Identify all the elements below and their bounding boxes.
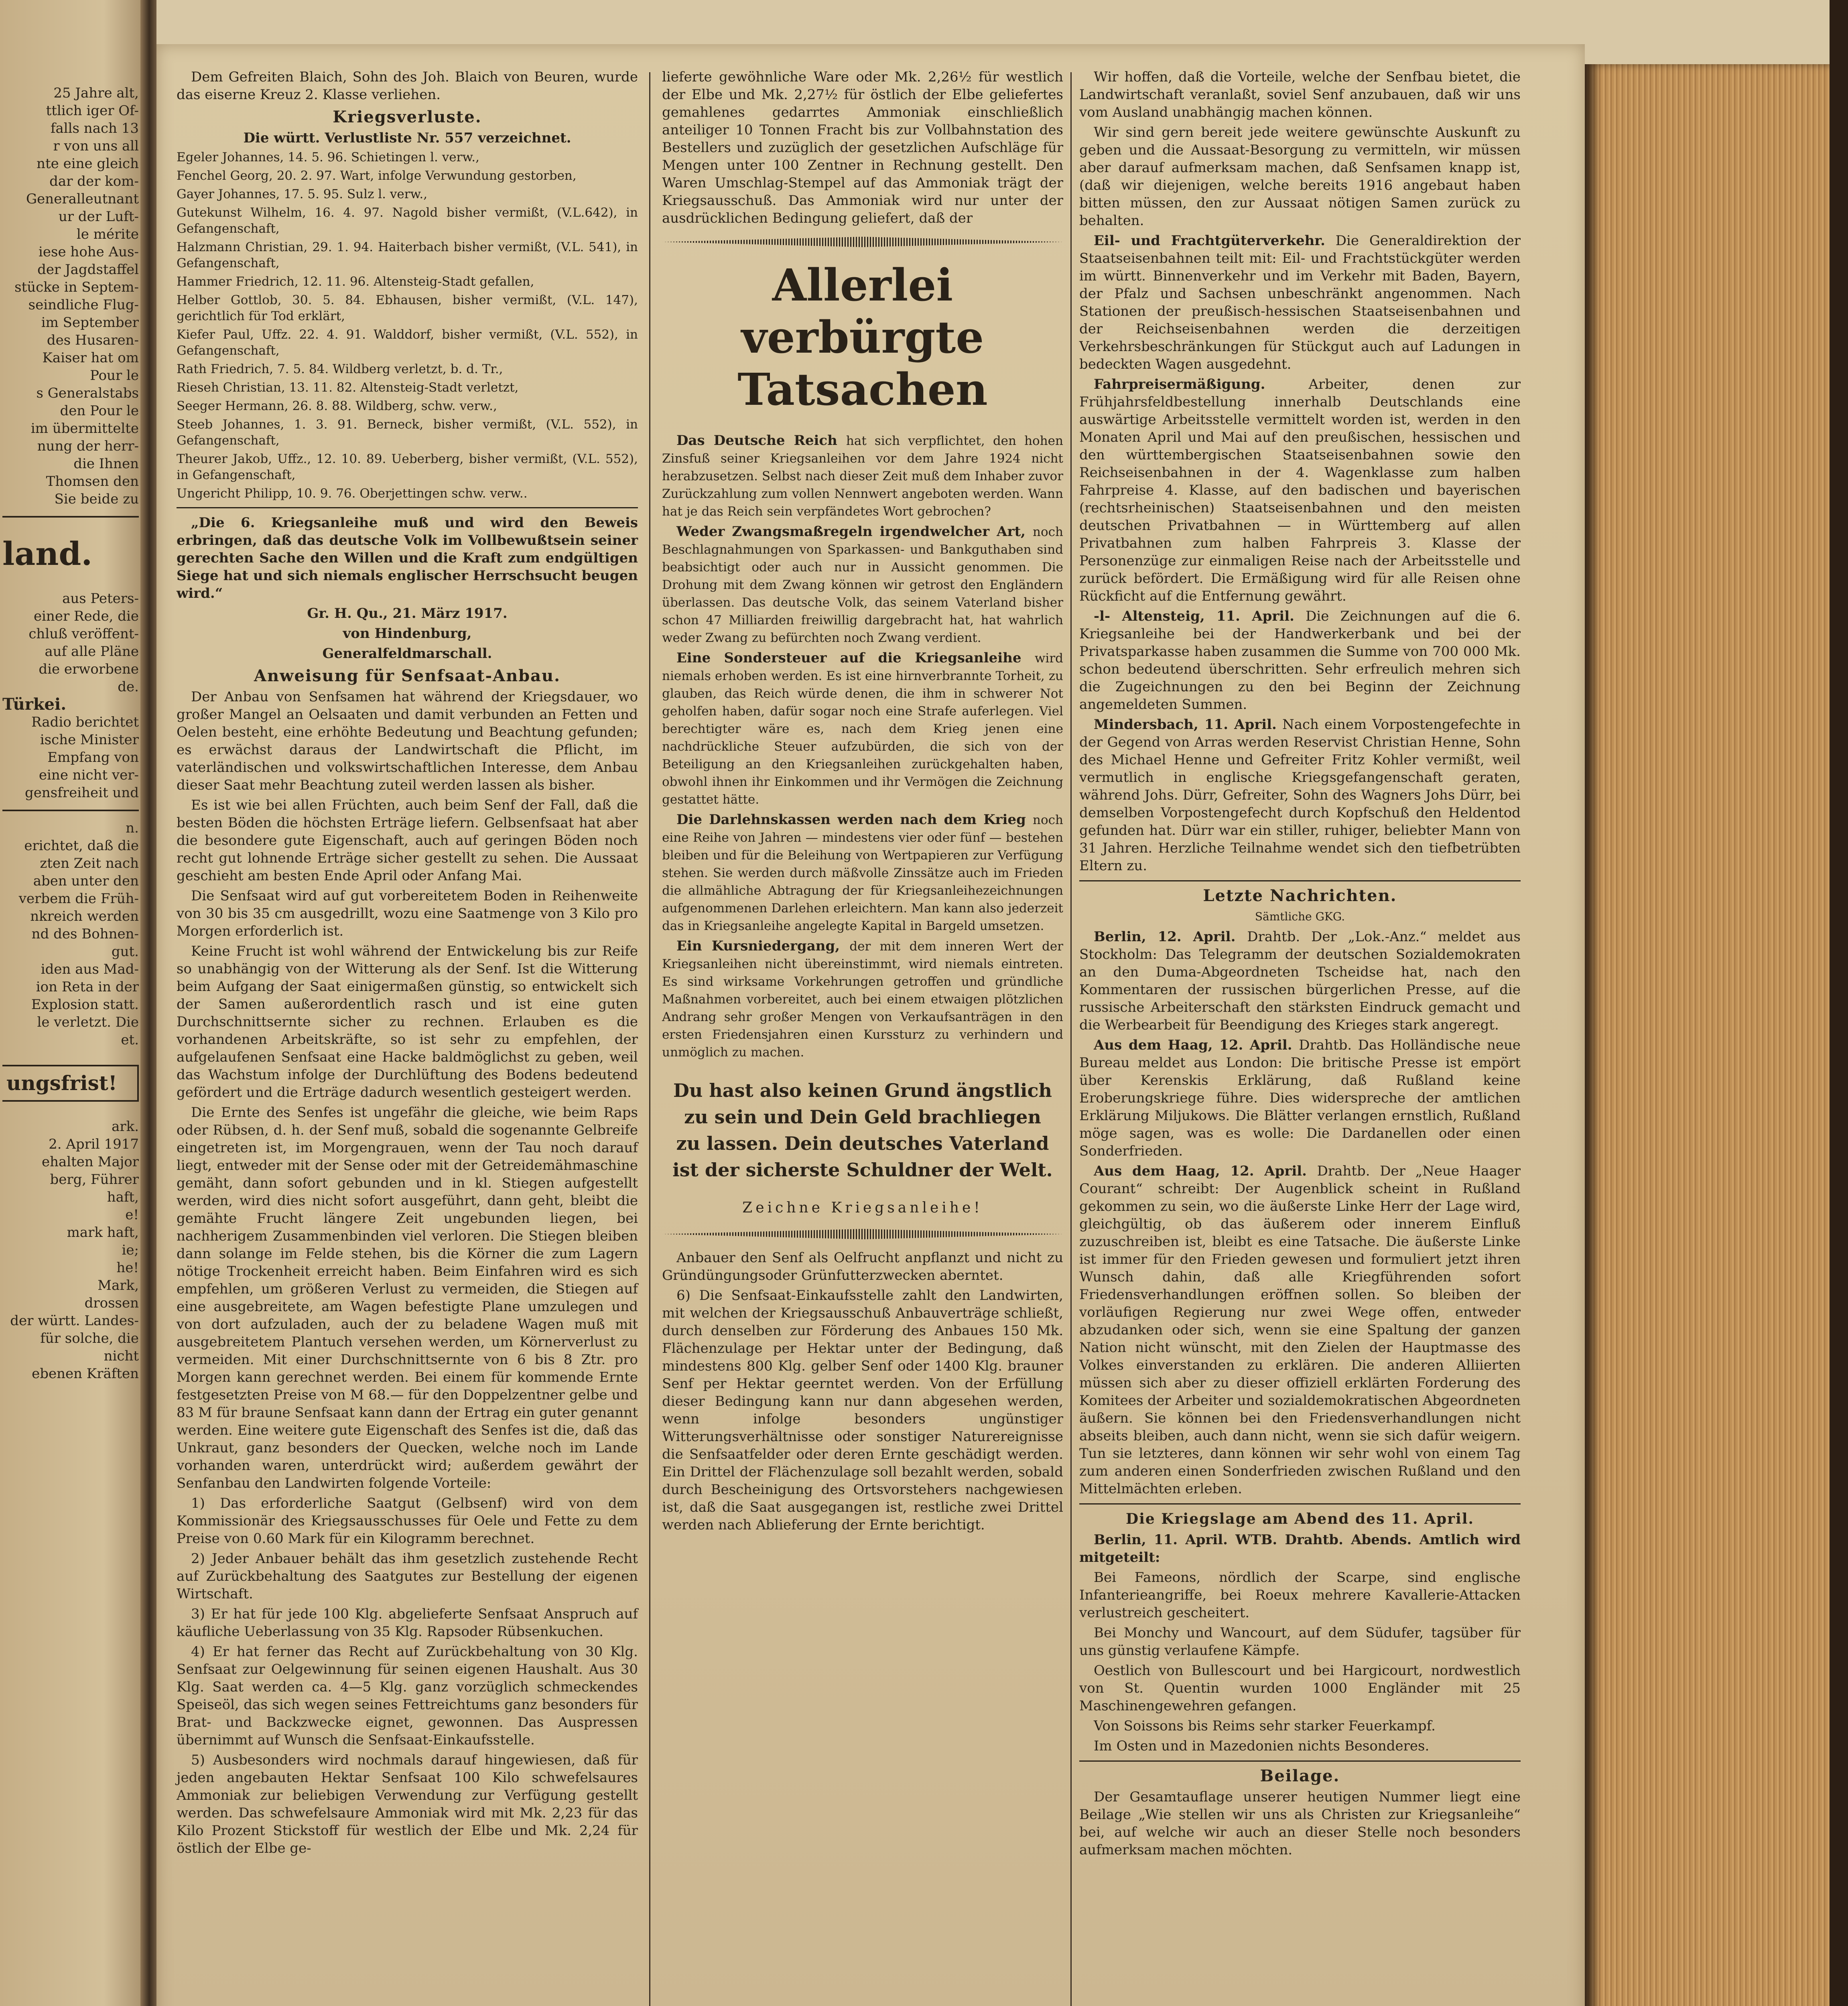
left-line: auf alle Pläne	[45, 644, 139, 660]
news-list	[1079, 928, 1521, 1498]
left-line: ur der Luft-	[58, 209, 139, 225]
left-line: stücke in Septem-	[14, 279, 139, 295]
news-title: Letzte Nachrichten.	[1203, 886, 1397, 905]
left-line: iden aus Mad-	[41, 961, 139, 977]
left-line: ark.	[112, 1119, 139, 1135]
quote-place: Gr. H. Qu., 21. März 1917.	[307, 605, 508, 621]
ad-item-head: Eine Sondersteuer auf die Kriegsanleihe	[676, 650, 1035, 666]
left-line: berg, Führer	[50, 1172, 139, 1188]
mindersbach-text: Nach einem Vorpostengefechte in der Gegend von Arras werden Reservist Christian Henne, Sohn des Michael Henne und Gefreiter Fritz Kohler vermißt, weil vermutlich in englische Kriegsgefangenschaft geraten, während Johs. Dürr, Gefreiter, Sohn des Wagners Johs Dürr, bei demselben Vorpostengefecht durch Kopfschuß den Heldentod gefunden hat. Dürr war ein stiller, ruhiger, beliebter Mann von 31 Jahren. Herzliche Teilnahme wendet sich den tiefbetrübten Eltern zu.	[1079, 717, 1521, 874]
left-line: erichtet, daß die	[24, 838, 139, 854]
beilage-text: Der Gesamtauflage unserer heutigen Nummer liegt eine Beilage „Wie stellen wir uns als Christen zur Kriegsanleihe“ bei, auf welche wir auch an dieser Stelle noch besonders aufmerksam machen möchten.	[1079, 1789, 1521, 1858]
left-line: gensfreiheit und	[25, 785, 139, 801]
left-line: nkreich werden	[30, 908, 139, 924]
col2-paragraph: 6) Die Senfsaat-Einkaufsstelle zahlt den Landwirten, mit welchen der Kriegsausschuß Anbauverträge schließt, durch denselben zur Förderung des Anbaues 150 Mk. Flächenzulage per Hektar unter der Bedingung, daß mindestens 800 Klg. gelber Senf oder 1400 Klg. brauner Senf per Hektar geerntet werden. Von der Erfüllung dieser Bedingung kann nur dann abgesehen werden, wenn infolge besonders ungünstiger Witterungsverhältnisse oder sonstiger Naturereignisse die Senfsaatfelder oder deren Ernte geschädigt werden. Ein Drittel der Flächenzulage soll bezahlt werden, sobald durch Bescheinigung des Ortsvorstehers nachgewiesen ist, daß die Saat ausgegangen ist, restliche zwei Drittel werden nach Ablieferung der Ernte berichtigt.	[662, 1287, 1063, 1533]
left-line: ion Reta in der	[36, 979, 139, 995]
left-line: iese hohe Aus-	[39, 244, 139, 260]
award-notice: Dem Gefreiten Blaich, Sohn des Joh. Blaich von Beuren, wurde das eiserne Kreuz 2. Klasse verliehen.	[177, 69, 638, 103]
casualty-entry: Hammer Friedrich, 12. 11. 96. Altensteig-Stadt gefallen,	[177, 274, 534, 289]
left-page-fragment	[0, 0, 148, 2006]
left-line: einer Rede, die	[33, 608, 139, 624]
war-item: Bei Fameons, nördlich der Scarpe, sind englische Infanterieangriffe, bei Roeux mehrere Kavallerie-Attacken verlustreich gescheitert.	[1079, 1569, 1521, 1621]
ad-item-text: hat sich verpflichtet, den hohen Zinsfuß seiner Kriegsanleihen vor dem Jahre 1924 nicht herabzusetzen. Selbst nach dieser Zeit muß dem Inhaber zuvor Zurückzahlung zum vollen Nennwert angeboten werden. Wann hat je das Reich sein verpfändetes Wort gebrochen?	[662, 434, 1063, 519]
left-line: Sie beide zu	[54, 491, 139, 507]
left-line: Mark,	[97, 1277, 139, 1293]
hindenburg-quote: „Die 6. Kriegsanleihe muß und wird den Beweis erbringen, daß das deutsche Volk im Vollbewußtsein seiner gerechten Sache den Willen und die Kraft zum endgültigen Siege hat und sich niemals englischer Herrschsucht beugen wird.“	[177, 515, 638, 601]
senf-paragraph: 5) Ausbesonders wird nochmals darauf hingewiesen, daß für jeden angebauten Hektar Senfsaat 100 Kilo schwefelsaures Ammoniak zur beliebigen Verwendung zur Verfügung gestellt werden. Das schwefelsaure Ammoniak wird mit Mk. 2,23 für das Kilo Prozent Stickstoff für westlich der Elbe und Mk. 2,24 für östlich der Elbe ge-	[177, 1752, 638, 1856]
left-line: im September	[41, 315, 139, 331]
left-line: e!	[125, 1207, 139, 1223]
mindersbach-head: Mindersbach, 11. April.	[1094, 717, 1277, 733]
news-item-head: Aus dem Haag, 12. April.	[1094, 1037, 1299, 1053]
left-line: le verletzt. Die	[37, 1014, 139, 1030]
left-line: den Pour le	[60, 403, 139, 419]
senf-paragraph: 2) Jeder Anbauer behält das ihm gesetzlich zustehende Recht auf Zurückbehaltung des Saatgutes zur Bestellung der eigenen Wirtschaft.	[177, 1551, 638, 1602]
war-item: Im Osten und in Mazedonien nichts Besonderes.	[1094, 1738, 1430, 1754]
book-gutter	[140, 0, 156, 2006]
casualty-entry: Seeger Hermann, 26. 8. 88. Wildberg, schw. verw.,	[177, 399, 497, 413]
war-title: Die Kriegslage am Abend des 11. April.	[1125, 1511, 1474, 1527]
divider	[1079, 880, 1521, 881]
altensteig-text: Die Zeichnungen auf die 6. Kriegsanleihe bei der Handwerkerbank und bei der Privatsparkasse haben zusammen die Summe von 700 000 Mk. schon bedeutend überschritten. Sehr erfreulich mehren sich die Zugeichnungen zu den bei Beginn der Zeichnung angemeldeten Summen.	[1079, 608, 1521, 713]
ad-item	[662, 523, 1063, 647]
war-items	[1079, 1569, 1521, 1755]
senf-paragraph: Der Anbau von Senfsamen hat während der Kriegsdauer, wo großer Mangel an Oelsaaten und damit verbunden an Fetten und Oelen besteht, eine erhöhte Bedeutung und Beachtung gefunden; es erwächst daraus der Landwirtschaft die Pflicht, im vaterländischen und volkswirtschaftlichen Interesse, dem Anbau dieser Saat mehr Beachtung zuteil werden lassen als bisher.	[177, 689, 638, 793]
left-boxed-notice: ungsfrist!	[2, 1065, 139, 1102]
column-3	[1079, 68, 1521, 1861]
left-line: eine nicht ver-	[39, 767, 139, 783]
left-line: Radio berichtet	[31, 714, 139, 730]
left-line: mark haft,	[67, 1224, 139, 1241]
left-line: falls nach 13	[50, 120, 139, 136]
left-line: ttlich iger Of-	[46, 103, 139, 119]
ad-title: Allerlei verbürgte Tatsachen	[737, 259, 988, 415]
left-line: dar der kom-	[49, 173, 139, 189]
ad-item-text: der mit dem inneren Wert der Kriegsanleihen nicht übereinstimmt, wird niemals eintreten. Es sind wirksame Vorkehrungen getroffen und gründliche Maßnahmen vorbereitet, auch bei einem etwaigen plötzlichen Andrang sehr großer Mengen von Verkaufsanträgen in den ersten Friedensjahren einen Kurssturz zu verhindern und unmöglich zu machen.	[662, 939, 1064, 1060]
war-item: Von Soissons bis Reims sehr starker Feuerkampf.	[1094, 1718, 1436, 1734]
casualty-entry: Theurer Jakob, Uffz., 12. 10. 89. Ueberberg, bisher vermißt, (V.L. 552), in Gefangenschaft,	[177, 452, 638, 482]
ornament-divider	[662, 237, 1063, 247]
news-item-text: Drahtb. Das Holländische neue Bureau meldet aus London: Die britische Presse ist empört über Kerenskis Erklärung, daß Rußland keine Eroberungskriege führe. Dies widerspreche der amtlichen Erklärung Miljukows. Die Blätter verlangen ernstlich, Rußland möge sagen, was es wolle: Die Dardanellen oder einen Sonderfrieden.	[1079, 1037, 1521, 1159]
ad-item	[662, 811, 1063, 935]
left-line: zten Zeit nach	[40, 855, 139, 871]
left-line: des Husaren-	[47, 332, 139, 348]
divider	[177, 507, 638, 508]
news-item	[1079, 1036, 1521, 1160]
casualty-entry: Rieseh Christian, 13. 11. 82. Altensteig-Stadt verletzt,	[177, 380, 519, 395]
left-line: haft,	[107, 1189, 139, 1205]
left-line: nd des Bohnen-	[31, 926, 139, 942]
left-line: s Generalstabs	[36, 385, 139, 401]
ad-item-text: noch eine Reihe von Jahren — mindestens vier oder fünf — bestehen bleiben und für die Beleihung von Wertpapieren zur Verfügung stehen. Sie werden durch mäßvolle Zinssätze auch im Frieden die allmähliche Abtragung der für Kriegsanleihezeichnungen aufgenommenen Darlehen erleichtern. Man kann also jederzeit das in Kriegsanleihe angelegte Kapital in Bargeld umsetzen.	[662, 813, 1063, 933]
left-line: Generalleutnant	[26, 191, 139, 207]
left-line: Pour le	[90, 367, 139, 384]
casualty-entry: Steeb Johannes, 1. 3. 91. Berneck, bisher vermißt, (V.L. 552), in Gefangenschaft,	[177, 417, 638, 448]
casualty-entry: Ungericht Philipp, 10. 9. 76. Oberjettingen schw. verw..	[177, 486, 528, 501]
left-line: gut.	[111, 944, 139, 960]
quote-name: von Hindenburg,	[343, 625, 472, 642]
left-turkey-head: Türkei.	[2, 695, 67, 714]
ad-item	[662, 432, 1063, 520]
ad-item-text: noch Beschlagnahmungen von Sparkassen- und Bankguthaben sind beabsichtigt oder auch nur in Aussicht genommen. Die Drohung mit dem Zwang können wir getrost den Engländern überlassen. Das deutsche Volk, das seinem Vaterland bisher schon 47 Milliarden freiwillig dargebracht hat, hat wahrlich weder Zwang zu befürchten noch Zwang verdient.	[662, 525, 1063, 645]
ad-items	[662, 432, 1063, 1061]
column-rule	[1070, 72, 1072, 2006]
casualty-entry: Egeler Johannes, 14. 5. 96. Schietingen l. verw.,	[177, 150, 479, 164]
war-lead: Berlin, 11. April. WTB. Drahtb. Abends. Amtlich wird mitgeteilt:	[1079, 1532, 1521, 1565]
left-lines-turkey	[2, 713, 139, 802]
casualty-entry: Gutekunst Wilhelm, 16. 4. 97. Nagold bisher vermißt, (V.L.642), in Gefangenschaft,	[177, 205, 638, 236]
ad-item	[662, 937, 1063, 1061]
column-2	[662, 68, 1063, 1536]
ad-sign: Zeichne Kriegsanleihe!	[742, 1200, 983, 1216]
left-line: Thomsen den	[46, 473, 139, 489]
ad-item-head: Ein Kursniedergang,	[676, 938, 850, 954]
left-line: drossen	[84, 1295, 139, 1311]
left-lines-low	[2, 819, 139, 1049]
left-line: seindliche Flug-	[28, 297, 139, 313]
left-line: le mérite	[76, 226, 139, 242]
col3-paragraph: Wir sind gern bereit jede weitere gewünschte Auskunft zu geben und die Aussaat-Besorgung zu vermitteln, wir müssen aber darauf aufmerksam machen, daß Senfsamen knapp ist, (daß wir diejenigen, welche bereits 1916 angebaut haben bitten müssen, den zur Aussaat nötigen Samen zurück zu behalten.	[1079, 124, 1521, 229]
left-line: Kaiser hat om	[42, 350, 139, 366]
left-line: chluß veröffent-	[28, 626, 139, 642]
losses-title: Kriegsverluste.	[333, 108, 482, 126]
ad-item-head: Die Darlehnskassen werden nach dem Krieg	[676, 812, 1033, 828]
senf-paragraph: Es ist wie bei allen Früchten, auch beim Senf der Fall, daß die besten Böden die höchsten Erträge liefern. Gelbsenfsaat hat aber die besondere gute Eigenschaft, auch auf geringen Böden noch recht gut lohnende Erträge sicher gestellt zu sehen. Die Aussaat geschieht am besten Ende April oder Anfang Mai.	[177, 797, 638, 884]
left-line: Empfang von	[47, 749, 139, 765]
ad-item-head: Weder Zwangsmaßregeln irgendwelcher Art,	[676, 524, 1033, 540]
left-line: ehalten Major	[41, 1154, 139, 1170]
divider	[2, 516, 139, 518]
book-cover-edge	[1830, 0, 1848, 2006]
left-line: der württ. Landes-	[10, 1313, 139, 1329]
news-item-text: Drahtb. Der „Neue Haager Courant“ schreibt: Der Augenblick scheint in Rußland gekommen zu sein, wo die äußerste Linke Herr der Lage wird, gleichgültig, ob das äußerem oder innerem Einfluß zuzuschreiben ist, bleibt es eine Tatsache. Die äußerste Linke ist immer für den Frieden gewesen und formuliert jetzt ihren Wunsch dahin, daß alle Kriegführenden sofort Friedensverhandlungen eröffnen sollen. So bleiben der vorläufigen Regierung nur zwei Wege offen, entweder abzudanken oder sich, wenn sie eine Spaltung der ganzen Nation nicht wünscht, mit den Zielen der Hauptmasse des Volkes einverstanden zu erklären. Die anderen Alliierten müssen sich aber zu dieser offiziell erklärten Forderung des Komitees der Arbeiter und sozialdemokratischen Abgeordneten äußern. Sie können bei den Friedensverhandlungen nicht abseits bleiben, auch dann nicht, wenn sie sich dafür weigern. Tun sie letzteres, dann können wir sehr wohl von einem Tag zum anderen einen Sonderfrieden zwischen Rußland und den Mittelmächten erleben.	[1079, 1163, 1521, 1497]
left-line: ebenen Kräften	[32, 1366, 139, 1382]
casualty-entry: Gayer Johannes, 17. 5. 95. Sulz l. verw.,	[177, 187, 428, 201]
left-line: 2. April 1917	[49, 1136, 139, 1152]
divider	[1079, 1503, 1521, 1504]
senf-paragraph: Die Ernte des Senfes ist ungefähr die gleiche, wie beim Raps oder Rübsen, d. h. der Senf muß, sobald die sogenannte Gelbreife eingetreten ist, im Morgengrauen, wenn der Tau noch darauf liegt, entweder mit der Sense oder mit der Getreidemähmaschine gemäht, dann sofort gebunden und in kl. Stiegen aufgestellt werden, wird dies nicht sofort ausgeführt, dann geht, bleibt die gemähte Frucht längere Zeit ungebunden liegen, bei nachherigem Zusammenbinden viel verloren. Die Stiegen bleiben dann solange im Felde stehen, bis die Körner die zum Lagern nötige Trockenheit erreicht haben. Beim Einfahren wird es sich empfehlen, um größeren Verlust zu vermeiden, die Stiegen auf eine ausgebreitete, am Wagen befestigte Plane umzulegen und von dort aufzuladen, auch der zu beladene Wagen muß mit ausgebreitetem Plantuch versehen werden, um Körnerverlust zu vermeiden. Mit einer Durchschnittsernte von 6 bis 8 Ztr. pro Morgen kann gerechnet werden. Bei einem für kommende Ernte festgesetzten Preise von M 68.— für den Doppelzentner gelbe und 83 M für braune Senfsaat kann dann der Ertrag ein guter genannt werden. Eine weitere gute Eigenschaft des Senfes ist die, daß das Unkraut, ganz besonders der Quecken, welche noch im Lande vorhanden waren, unterdrückt wird; außerdem gewährt der Senfanbau den Landwirten folgende Vorteile:	[177, 1105, 638, 1491]
fracht-text: Die Generaldirektion der Staatseisenbahnen teilt mit: Eil- und Frachtstückgüter werden im württ. Binnenverkehr und im Verkehr mit Baden, Bayern, der Pfalz und Sachsen unbeschränkt angenommen. Nach Stationen der preußisch-hessischen Staatseisenbahnen und der Reichseisenbahnen werden die derzeitigen Verkehrsbeschränkungen für Stückgut auch auf Ladungen in bedeckten Wagen ausgedehnt.	[1079, 233, 1521, 372]
left-line: et.	[121, 1032, 139, 1048]
casualty-entry: Kiefer Paul, Uffz. 22. 4. 91. Walddorf, bisher vermißt, (V.L. 552), in Gefangenschaft,	[177, 327, 638, 358]
left-line: im übermittelte	[30, 420, 139, 437]
left-lines-mid	[2, 590, 139, 696]
left-page-text	[2, 84, 139, 1383]
ad-call: Du hast also keinen Grund ängstlich zu sein und Dein Geld brachliegen zu lassen. Dein deutsches Vaterland ist der sicherste Schuldner der Welt.	[672, 1080, 1053, 1181]
left-line: ische Minister	[40, 732, 139, 748]
divider	[1079, 1760, 1521, 1762]
col2-paragraph: Anbauer den Senf als Oelfrucht anpflanzt und nicht zu Gründüngungsoder Grünfutterzwecken aberntet.	[662, 1250, 1063, 1283]
left-line: nte eine gleich	[37, 156, 139, 172]
left-line: für solche, die nicht	[40, 1330, 139, 1364]
left-line: n.	[126, 820, 139, 836]
left-line: 25 Jahre alt,	[53, 85, 139, 101]
left-lines-after	[2, 1118, 139, 1383]
senf-paragraph: 1) Das erforderliche Saatgut (Gelbsenf) wird von dem Kommissionär des Kriegsausschusses für Oele und Fette zu dem Preise von 0.60 Mark für ein Kilogramm berechnet.	[177, 1495, 638, 1547]
left-line: Explosion statt.	[31, 997, 139, 1013]
news-item	[1079, 1162, 1521, 1498]
left-line: der Jagdstaffel	[37, 262, 139, 278]
senf-paragraph: Keine Frucht ist wohl während der Entwickelung bis zur Reife so unabhängig von der Witterung als der Senf. Ist die Witterung beim Aufgang der Saat einigermaßen günstig, so entwickelt sich der Samen außerordentlich rasch und ist eine guten Durchschnittsernte sicher zu rechnen. Erlauben es die vorhandenen Arbeitskräfte, so ist sehr zu empfehlen, der aufgelaufenen Senfsaat eine Hacke baldmöglichst zu geben, weil das Wachstum infolge der Durchlüftung des Bodens bedeutend gefördert und die Erträge dadurch wesentlich gesteigert werden.	[177, 943, 638, 1100]
left-line: r von uns all	[53, 138, 139, 154]
news-item-text: Drahtb. Der „Lok.-Anz.“ meldet aus Stockholm: Das Telegramm der deutschen Sozialdemokraten an den Duma-Abgeordneten Tscheidse hat, nach den Kommentaren der russischen bürgerlichen Presse, auf die russische Arbeiterschaft den stärksten Eindruck gemacht und die Werbearbeit für Beendigung des Krieges stark angeregt.	[1079, 929, 1521, 1033]
casualty-list	[177, 149, 638, 502]
beilage-title: Beilage.	[1260, 1766, 1340, 1785]
ad-item	[662, 649, 1063, 808]
war-item: Bei Monchy und Wancourt, auf dem Südufer, tagsüber für uns günstig verlaufene Kämpfe.	[1079, 1625, 1521, 1659]
news-item-head: Berlin, 12. April.	[1094, 929, 1247, 945]
left-line: de.	[118, 679, 139, 695]
left-big-word: land.	[2, 535, 93, 573]
quote-title: Generalfeldmarschall.	[322, 646, 492, 662]
senf-title: Anweisung für Senfsaat-Anbau.	[254, 666, 561, 685]
left-line: ie;	[122, 1242, 139, 1258]
casualty-entry: Rath Friedrich, 7. 5. 84. Wildberg verletzt, b. d. Tr.,	[177, 362, 503, 376]
war-item: Oestlich von Bullescourt und bei Hargicourt, nordwestlich von St. Quentin wurden 1000 Engländer mit 25 Maschinengewehren gefangen.	[1079, 1663, 1521, 1714]
fahr-text: Arbeiter, denen zur Frühjahrsfeldbestellung innerhalb Deutschlands eine auswärtige Arbeitsstelle vermittelt worden ist, werden in den Monaten April und Mai auf den preußischen, hessischen und den württembergischen Staatseisenbahnen sowie den Reichseisenbahnen in der 4. Wagenklasse zum halben Fahrpreise 4. Klasse, auf den badischen und bayerischen (rechtsrheinischen) Staatseisenbahnen und den meisten deutschen Privatbahnen — in Württemberg auf allen Privatbahnen zum halben Fahrpreis 3. Klasse der Personenzüge zur einmaligen Reise nach der Arbeitsstelle und zurück befördert. Die Ermäßigung wird für alle Reisen ohne Rückficht auf die Entfernung gewährt.	[1079, 376, 1521, 604]
casualty-entry: Fenchel Georg, 20. 2. 97. Wart, infolge Verwundung gestorben,	[177, 169, 577, 183]
divider	[2, 810, 139, 811]
senf-paragraph: 3) Er hat für jede 100 Klg. abgelieferte Senfsaat Anspruch auf käufliche Ueberlassung von 35 Klg. Rapsoder Rübsenkuchen.	[177, 1606, 638, 1640]
senf-paragraph: 4) Er hat ferner das Recht auf Zurückbehaltung von 30 Klg. Senfsaat zur Oelgewinnung für seinen eigenen Haushalt. Aus 30 Klg. Saat werden ca. 4—5 Klg. ganz vorzüglich schmeckendes Speiseöl, das sich wegen seines Fettreichtums ganz besonders für Brat- und Backzwecke eignet, gewonnen. Das Auspressen übernimmt auf Wunsch die Senfsaat-Einkaufsstelle.	[177, 1644, 638, 1748]
col2-bottom-text	[662, 1249, 1063, 1534]
news-subtitle: Sämtliche GKG.	[1255, 910, 1345, 923]
ad-item-text: wird niemals erhoben werden. Es ist eine hirnverbrannte Torheit, zu glauben, das Reich würde denen, die ihm in schwerer Not geholfen haben, dafür sogar noch eine Strafe auferlegen. Viel berechtigter wäre es, nach dem Krieg jenen eine nachdrückliche Steuer aufzubürden, die sich von der Beteiligung an den Kriegsanleihen zurückgehalten haben, obwohl ihnen ihr Einkommen und ihr Vermögen die Zeichnung gestattet hätte.	[662, 651, 1063, 807]
col2-top-text: lieferte gewöhnliche Ware oder Mk. 2,26½ für westlich der Elbe und Mk. 2,27½ für östlich der Elbe geliefertes gemahlenes gedarrtes Ammoniak einschließlich anteiliger 10 Tonnen Fracht bis zur Vollbahnstation des Bestellers und zuzüglich der gesetzlichen Aufschläge für Mengen unter 100 Zentner in Rechnung gestellt. Den Waren Umschlag-Stempel auf das Ammoniak trägt der Kriegsausschuß. Das Ammoniak wird nur unter der ausdrücklichen Bedingung geliefert, daß der	[662, 69, 1063, 226]
column-1	[177, 68, 638, 1860]
news-item	[1079, 928, 1521, 1034]
col3-paragraph: Wir hoffen, daß die Vorteile, welche der Senfbau bietet, die Landwirtschaft veranlaßt, soviel Senf anzubauen, daß wir uns vom Ausland unabhängig machen können.	[1079, 69, 1521, 120]
left-lines-top	[2, 84, 139, 508]
ad-item-head: Das Deutsche Reich	[676, 432, 846, 449]
fahr-head: Fahrpreisermäßigung.	[1094, 376, 1265, 392]
senf-paragraph: Die Senfsaat wird auf gut vorbereitetem Boden in Reihenweite von 30 bis 35 cm ausgedrillt, wozu eine Saatmenge von 3 Kilo pro Morgen erforderlich ist.	[177, 888, 638, 939]
col3-top-paragraphs	[1079, 68, 1521, 229]
column-rule	[649, 72, 650, 2006]
left-line: nung der herr-	[37, 438, 139, 454]
news-item-head: Aus dem Haag, 12. April.	[1094, 1163, 1317, 1179]
losses-subtitle: Die württ. Verlustliste Nr. 557 verzeichnet.	[243, 130, 571, 146]
fracht-head: Eil- und Frachtgüterverkehr.	[1094, 233, 1325, 249]
left-line: aben unter den	[33, 873, 139, 889]
left-line: verbem die Früh-	[18, 891, 139, 907]
ornament-divider	[662, 1229, 1063, 1239]
left-line: die Ihnen	[73, 456, 139, 472]
left-line: aus Peters-	[62, 591, 139, 607]
left-line: die erworbene	[39, 661, 139, 677]
book-page-edges	[1585, 64, 1834, 2006]
altensteig-head: -l- Altensteig, 11. April.	[1094, 608, 1294, 624]
casualty-entry: Helber Gottlob, 30. 5. 84. Ebhausen, bisher vermißt, (V.L. 147), gerichtlich für Tod erklärt,	[177, 293, 638, 323]
senf-body	[177, 688, 638, 1857]
casualty-entry: Halzmann Christian, 29. 1. 94. Haiterbach bisher vermißt, (V.L. 541), in Gefangenschaft,	[177, 240, 638, 270]
left-line: he!	[116, 1260, 139, 1276]
